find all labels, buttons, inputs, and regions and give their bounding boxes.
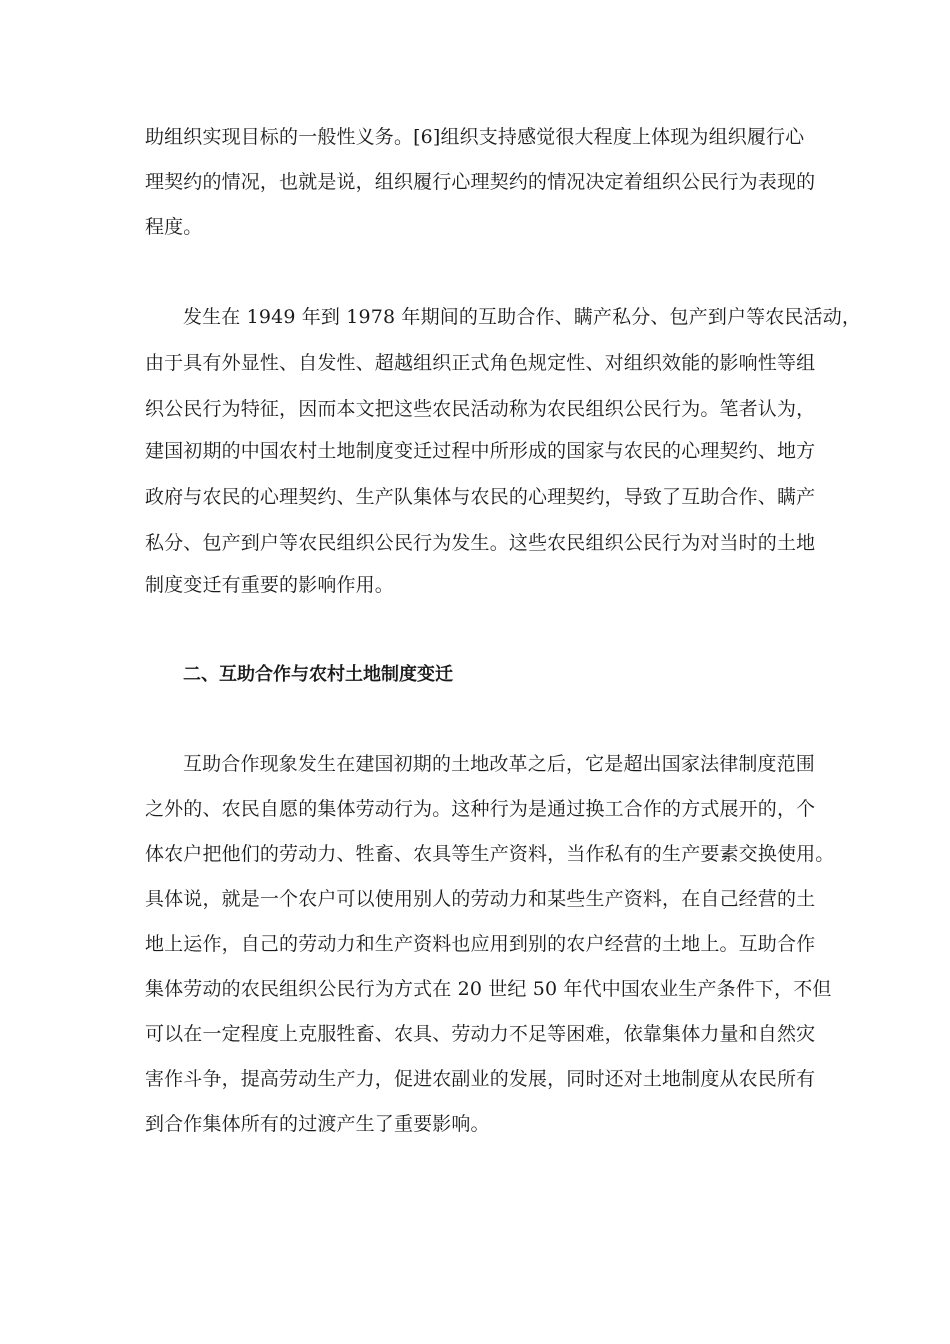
text-line: 助组织实现目标的一般性义务。[6]组织支持感觉很大程度上体现为组织履行心 (145, 126, 805, 148)
text-line: 地上运作，自己的劳动力和生产资料也应用到别的农户经营的土地上。互助合作 (145, 933, 816, 955)
text-line: 政府与农民的心理契约、生产队集体与农民的心理契约，导致了互助合作、瞒产 (145, 486, 816, 508)
text-line: 制度变迁有重要的影响作用。 (145, 574, 394, 596)
text-line: 之外的、农民自愿的集体劳动行为。这种行为是通过换工合作的方式展开的，个 (145, 798, 816, 820)
text-line: 建国初期的中国农村土地制度变迁过程中所形成的国家与农民的心理契约、地方 (145, 440, 816, 462)
text-line: 程度。 (145, 216, 203, 238)
text-line: 集体劳动的农民组织公民行为方式在 20 世纪 50 年代中国农业生产条件下，不但 (145, 978, 832, 1000)
text-line: 互助合作现象发生在建国初期的土地改革之后，它是超出国家法律制度范围 (183, 753, 815, 775)
section-heading: 二、互助合作与农村土地制度变迁 (183, 664, 453, 685)
text-line: 害作斗争，提高劳动生产力，促进农副业的发展，同时还对土地制度从农民所有 (145, 1068, 816, 1090)
text-line: 到合作集体所有的过渡产生了重要影响。 (145, 1113, 490, 1135)
text-line: 具体说，就是一个农户可以使用别人的劳动力和某些生产资料，在自己经营的土 (145, 888, 816, 910)
text-line: 体农户把他们的劳动力、牲畜、农具等生产资料，当作私有的生产要素交换使用。 (145, 843, 835, 865)
text-line: 可以在一定程度上克服牲畜、农具、劳动力不足等困难，依靠集体力量和自然灾 (145, 1023, 816, 1045)
text-line: 由于具有外显性、自发性、超越组织正式角色规定性、对组织效能的影响性等组 (145, 352, 816, 374)
text-line: 织公民行为特征，因而本文把这些农民活动称为农民组织公民行为。笔者认为， (145, 398, 816, 420)
text-line: 私分、包产到户等农民组织公民行为发生。这些农民组织公民行为对当时的土地 (145, 532, 816, 554)
text-line: 理契约的情况，也就是说，组织履行心理契约的情况决定着组织公民行为表现的 (145, 171, 816, 193)
text-line: 发生在 1949 年到 1978 年期间的互助合作、瞒产私分、包产到户等农民活动， (183, 306, 862, 328)
